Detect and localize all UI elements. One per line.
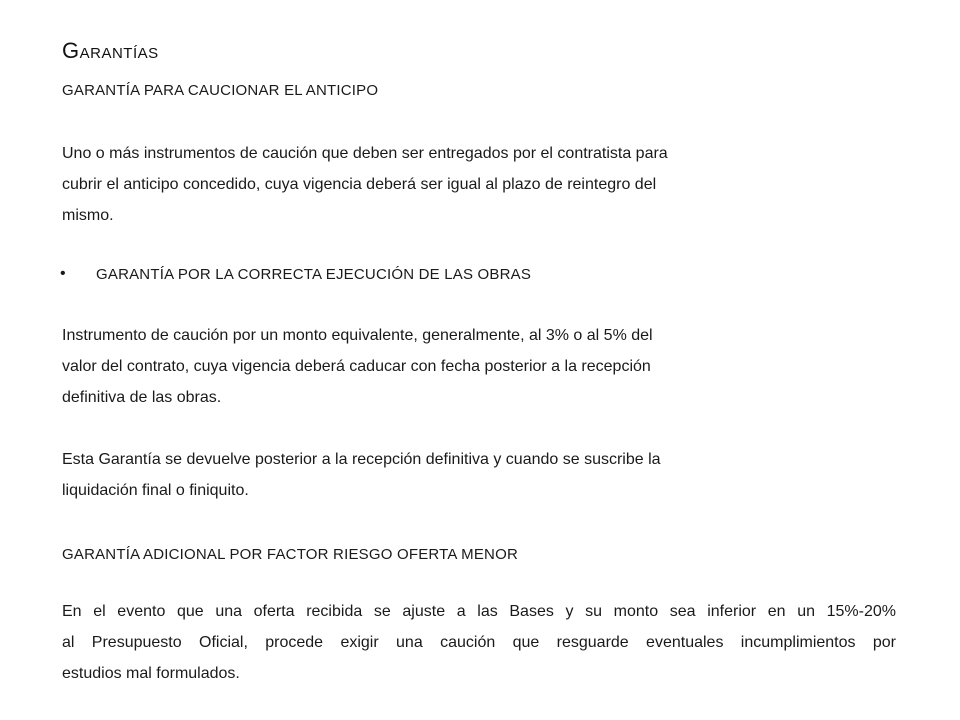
bullet-icon: •: [60, 265, 66, 282]
paragraph-riesgo: [62, 596, 896, 689]
text-line: valor del contrato, cuya vigencia deberá caducar con fecha posterior a la recepción: [62, 358, 651, 375]
paragraph-devolucion: [62, 444, 661, 506]
text-line: estudios mal formulados.: [62, 665, 240, 682]
text-line: definitiva de las obras.: [62, 389, 222, 406]
text-line: al Presupuesto Oficial, procede exigir una caución que resguarde eventuales incumplimientos por: [62, 634, 896, 651]
paragraph-ejecucion: [62, 320, 653, 413]
text-line: cubrir el anticipo concedido, cuya vigencia deberá ser igual al plazo de reintegro del: [62, 176, 657, 193]
text-line: mismo.: [62, 207, 114, 224]
text-line: Uno o más instrumentos de caución que deben ser entregados por el contratista para: [62, 145, 668, 162]
text-line: Esta Garantía se devuelve posterior a la recepción definitiva y cuando se suscribe la: [62, 451, 661, 468]
text-line: En el evento que una oferta recibida se ajuste a las Bases y su monto sea inferior en un 15%-20%: [62, 603, 896, 620]
section-heading-riesgo: GARANTÍA ADICIONAL POR FACTOR RIESGO OFERTA MENOR: [62, 546, 518, 563]
text-line: liquidación final o finiquito.: [62, 482, 249, 499]
section-heading-anticipo: GARANTÍA PARA CAUCIONAR EL ANTICIPO: [62, 82, 379, 99]
page-title: Garantías: [62, 38, 159, 63]
section-heading-ejecucion: GARANTÍA POR LA CORRECTA EJECUCIÓN DE LAS OBRAS: [96, 266, 532, 283]
paragraph-anticipo: [62, 138, 668, 231]
text-line: Instrumento de caución por un monto equivalente, generalmente, al 3% o al 5% del: [62, 327, 653, 344]
